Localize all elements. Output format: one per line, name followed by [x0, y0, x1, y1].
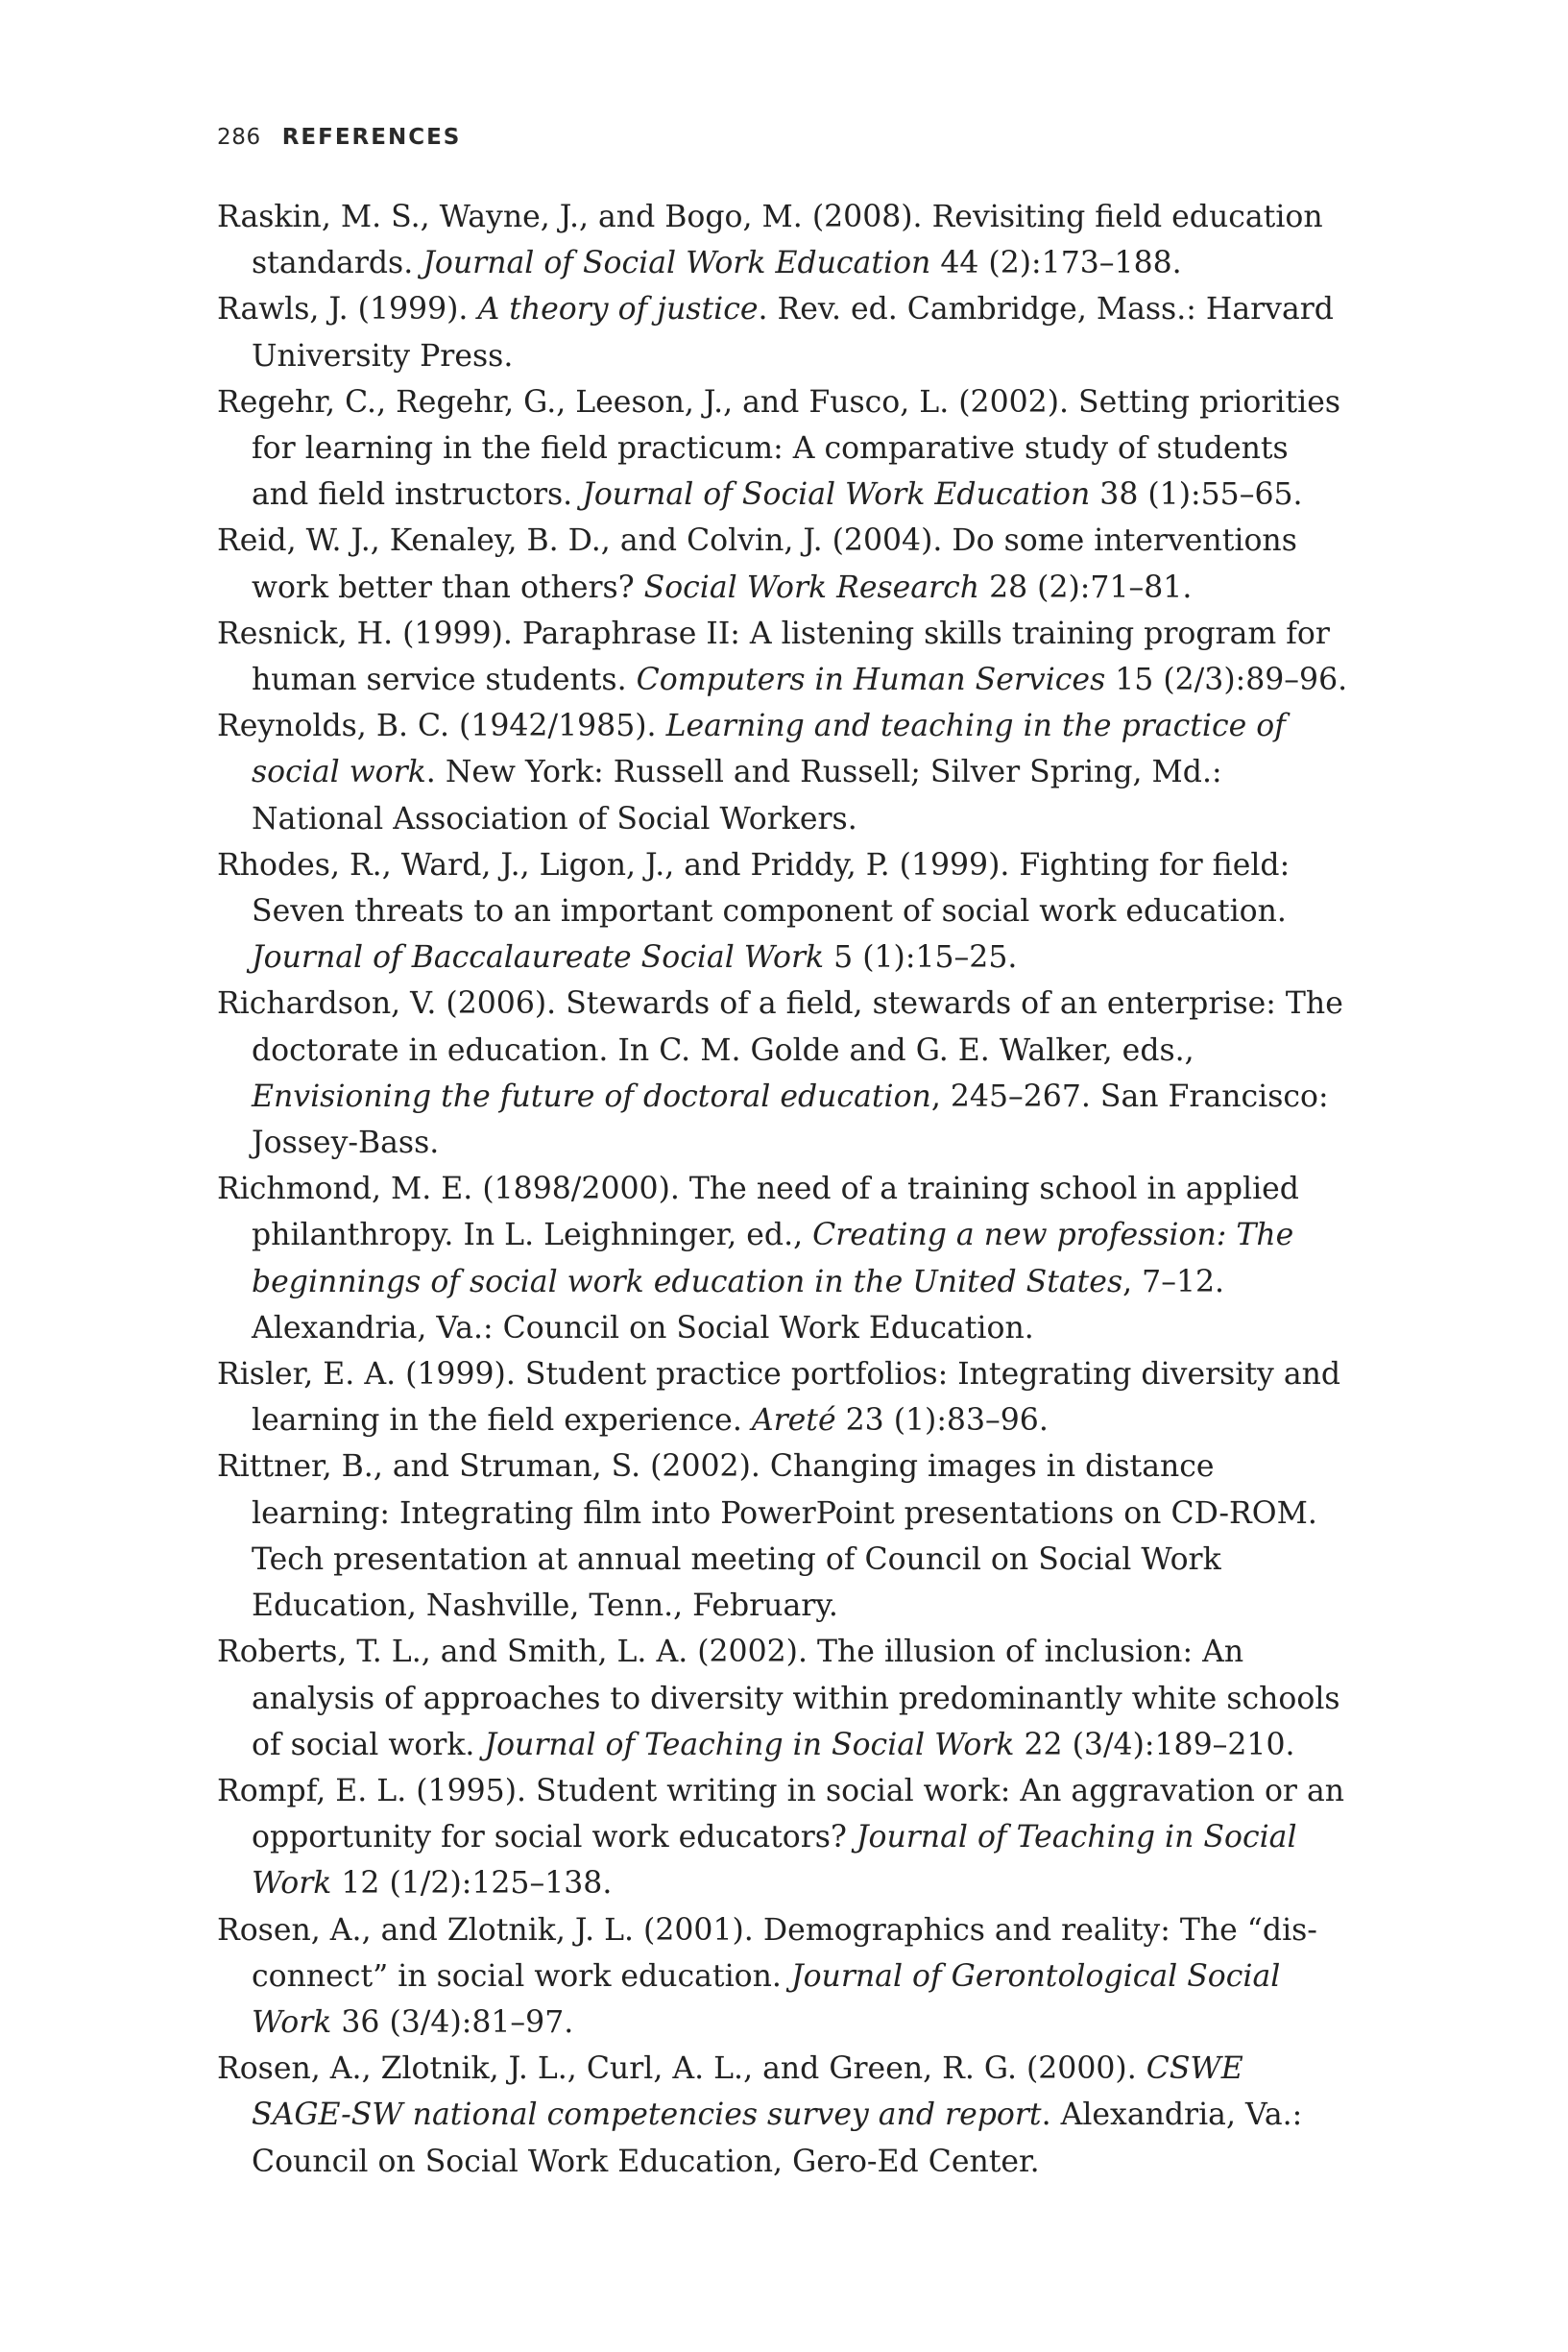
reference-italic-title: Journal of Teaching in Social Work [484, 1727, 1015, 1762]
reference-text: Roberts, T. L., and Smith, L. A. (2002). The illusion of inclusion: An analysis of approaches to diversity within predominantly white schools of social work. [217, 1635, 1340, 1762]
reference-entry [217, 2046, 1350, 2185]
reference-entry [217, 518, 1350, 610]
reference-text: Resnick, H. (1999). Paraphrase II: A listening skills training program for human service students. [217, 616, 1330, 698]
reference-text: , 245–267. San Francisco: Jossey-Bass. [252, 1079, 1329, 1161]
reference-text: Rawls, J. (1999). [217, 292, 478, 327]
reference-text: 44 (2):173–188. [930, 246, 1182, 281]
reference-italic-title: Computers in Human Services [636, 663, 1106, 698]
reference-text: 36 (3/4):81–97. [331, 2004, 574, 2040]
reference-text: Rosen, A., and Zlotnik, J. L. (2001). Demographics and reality: The “dis-connect” in social work education. [217, 1912, 1317, 1994]
reference-text: 22 (3/4):189–210. [1014, 1727, 1295, 1762]
reference-italic-title: Journal of Gerontological Social Work [252, 1958, 1281, 2040]
reference-italic-title: Social Work Research [643, 570, 980, 605]
reference-text: Richardson, V. (2006). Stewards of a field, stewards of an enterprise: The doctorate in education. In C. M. Golde and G. E. Walker, eds., [217, 986, 1343, 1068]
reference-entry [217, 379, 1350, 519]
reference-text: Richmond, M. E. (1898/2000). The need of a training school in applied philanthropy. In L. Leighninger, ed., [217, 1172, 1299, 1253]
reference-italic-title: Journal of Baccalaureate Social Work [252, 940, 825, 976]
reference-text: 12 (1/2):125–138. [331, 1866, 613, 1902]
running-head [217, 125, 461, 150]
reference-italic-title: Journal of Teaching in Social Work [252, 1820, 1297, 1902]
reference-italic-title: CSWE SAGE-SW national competencies survey and report [252, 2051, 1243, 2133]
reference-text: Rittner, B., and Struman, S. (2002). Changing images in distance learning: Integrating film into PowerPoint presentations on CD-ROM. Tech presentation at annual meeting of Council on Social Work Education, Nashville, Tenn., February. [217, 1449, 1317, 1624]
reference-text: Reynolds, B. C. (1942/1985). [217, 709, 666, 744]
reference-italic-title: Creating a new profession: The beginnings of social work education in the United States [252, 1218, 1294, 1299]
reference-entry [217, 842, 1350, 982]
reference-entry [217, 194, 1350, 286]
reference-entry [217, 1166, 1350, 1351]
reference-text: . Rev. ed. Cambridge, Mass.: Harvard University Press. [252, 292, 1334, 374]
reference-text: . Alexandria, Va.: Council on Social Work Education, Gero-Ed Center. [252, 2097, 1303, 2179]
reference-text: Rompf, E. L. (1995). Student writing in social work: An aggravation or an opportunity for social work educators? [217, 1773, 1345, 1855]
reference-entry [217, 1907, 1350, 2047]
reference-entry [217, 611, 1350, 703]
reference-italic-title: A theory of justice [477, 292, 759, 327]
reference-italic-title: Areté [751, 1403, 836, 1439]
reference-italic-title: Envisioning the future of doctoral education [252, 1079, 931, 1114]
reference-entry [217, 1768, 1350, 1907]
reference-entry [217, 1443, 1350, 1629]
reference-italic-title: Learning and teaching in the practice of social work [252, 709, 1286, 790]
reference-text: 38 (1):55–65. [1090, 477, 1303, 513]
reference-text: 28 (2):71–81. [979, 570, 1193, 605]
section-title: REFERENCES [281, 125, 462, 150]
reference-entry [217, 286, 1350, 378]
reference-entry [217, 981, 1350, 1166]
reference-list [217, 194, 1350, 2185]
page-number: 286 [217, 125, 261, 150]
reference-text: Raskin, M. S., Wayne, J., and Bogo, M. (2008). Revisiting field education standards. [217, 200, 1323, 281]
reference-entry [217, 703, 1350, 842]
reference-text: , 7–12. Alexandria, Va.: Council on Social Work Education. [252, 1264, 1225, 1346]
reference-entry [217, 1629, 1350, 1768]
reference-entry [217, 1351, 1350, 1443]
reference-text: Risler, E. A. (1999). Student practice portfolios: Integrating diversity and learning in the field experience. [217, 1357, 1341, 1439]
reference-text: 5 (1):15–25. [824, 940, 1018, 976]
reference-italic-title: Journal of Social Work Education [422, 246, 931, 281]
reference-italic-title: Journal of Social Work Education [582, 477, 1091, 513]
reference-text: . New York: Russell and Russell; Silver Spring, Md.: National Association of Social Workers. [252, 755, 1222, 837]
reference-text: Regehr, C., Regehr, G., Leeson, J., and Fusco, L. (2002). Setting priorities for learning in the field practicum: A comparative study of students and field instructors. [217, 384, 1341, 513]
reference-text: Rhodes, R., Ward, J., Ligon, J., and Priddy, P. (1999). Fighting for field: Seven threats to an important component of social work education. [217, 847, 1291, 930]
reference-text: 23 (1):83–96. [835, 1403, 1049, 1439]
reference-text: 15 (2/3):89–96. [1105, 663, 1348, 698]
reference-text: Reid, W. J., Kenaley, B. D., and Colvin, J. (2004). Do some interventions work better than others? [217, 523, 1297, 605]
reference-text: Rosen, A., Zlotnik, J. L., Curl, A. L., and Green, R. G. (2000). [217, 2051, 1146, 2087]
